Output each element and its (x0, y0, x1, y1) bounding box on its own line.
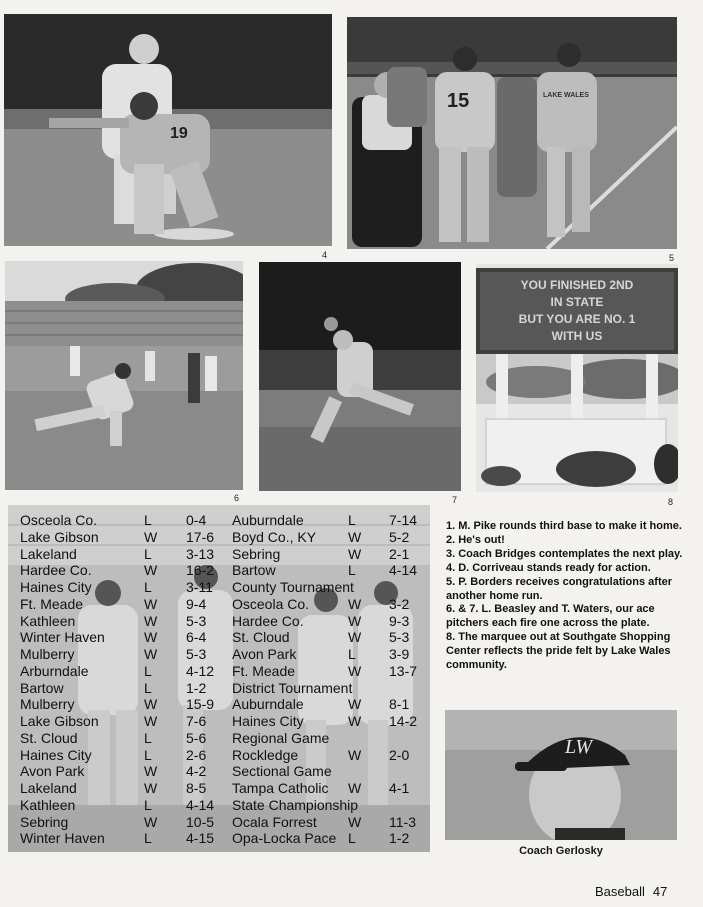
game-result: W (348, 595, 362, 612)
game-row (20, 562, 230, 579)
photo-captions (446, 520, 684, 673)
opponent: Haines City (232, 713, 304, 729)
photo-5-jersey-number: 15 (447, 90, 470, 112)
game-score: 8-5 (186, 780, 207, 796)
opponent: Kathleen (20, 796, 76, 813)
photo-number-8: 8 (668, 497, 674, 507)
scoreboard-right-column (232, 512, 428, 847)
game-row (20, 730, 230, 747)
game-result: W (144, 562, 158, 579)
game-result: W (144, 629, 158, 646)
game-result: W (348, 612, 362, 629)
game-result: L (348, 830, 356, 847)
scoreboard-left-column (20, 512, 230, 847)
game-result: W (348, 713, 362, 729)
game-score: 7-14 (389, 512, 418, 528)
game-row (232, 696, 428, 713)
photo-7-pitcher (259, 262, 461, 491)
caption-5: 5. P. Borders receives congratulations after another home run. (446, 575, 672, 602)
game-score: 7-6 (186, 713, 207, 729)
game-row (232, 814, 428, 831)
game-result: L (348, 646, 356, 662)
game-row (20, 814, 230, 831)
opponent: Avon Park (232, 646, 297, 662)
game-score: 2-0 (389, 746, 410, 763)
game-score: 16-2 (186, 562, 215, 579)
game-score: 6-4 (186, 629, 207, 646)
game-row (20, 546, 230, 563)
game-result: L (144, 579, 152, 595)
game-result: W (348, 780, 362, 796)
marquee-line-4: WITH US (551, 329, 603, 343)
game-result: W (348, 528, 362, 545)
game-result: L (348, 562, 356, 579)
game-score: 8-1 (389, 696, 410, 713)
opponent: Mulberry (20, 646, 75, 662)
marquee-line-2: IN STATE (550, 295, 604, 309)
game-row (20, 680, 230, 697)
photo-6-pitcher (5, 261, 243, 490)
game-score: 3-2 (389, 595, 410, 612)
game-row (232, 579, 428, 596)
game-row (232, 830, 428, 847)
opponent: Ft. Meade (232, 662, 296, 679)
opponent: Boyd Co., KY (232, 528, 317, 545)
opponent: Bartow (20, 679, 64, 696)
game-score: 5-6 (186, 729, 207, 746)
game-result: L (144, 746, 152, 763)
opponent: Haines City (20, 579, 92, 595)
game-row (232, 512, 428, 529)
game-row (232, 763, 428, 780)
game-score: 2-6 (186, 746, 207, 763)
page-footer (595, 884, 667, 899)
game-result: W (144, 713, 158, 729)
game-score: 5-2 (389, 528, 410, 545)
game-row (20, 780, 230, 797)
photo-4-first-base (4, 14, 332, 246)
page-number: 47 (652, 884, 668, 899)
caption-6: 6. & 7. L. Beasley and T. Waters, our ace pitchers each fire one across the plate. (446, 603, 655, 630)
caption-4: 4. D. Corriveau stands ready for action. (446, 561, 651, 574)
photo-4-jersey-number: 19 (170, 125, 188, 142)
photo-number-5: 5 (669, 253, 675, 263)
game-score: 1-2 (186, 679, 207, 696)
game-row (232, 562, 428, 579)
game-result: W (144, 646, 158, 662)
opponent: Lake Gibson (20, 528, 99, 545)
game-result: W (144, 813, 158, 830)
game-score: 5-3 (186, 612, 207, 629)
game-result: L (144, 830, 152, 847)
game-row (232, 629, 428, 646)
opponent: Winter Haven (20, 629, 105, 646)
photo-number-4: 4 (322, 250, 328, 260)
game-row (232, 646, 428, 663)
opponent: Avon Park (20, 763, 85, 780)
game-row (20, 646, 230, 663)
game-score: 10-5 (186, 813, 215, 830)
game-row (20, 713, 230, 730)
caption-7: 8. The marquee out at Southgate Shopping Center reflects the pride felt by Lake Wales community. (446, 631, 671, 672)
marquee-line-1: YOU FINISHED 2ND (520, 278, 634, 292)
game-row (20, 747, 230, 764)
game-result: W (348, 696, 362, 713)
caption-2: 2. He's out! (446, 533, 505, 546)
game-row (232, 546, 428, 563)
opponent: Rockledge (232, 746, 299, 763)
game-row (20, 596, 230, 613)
game-row (20, 830, 230, 847)
game-result: W (348, 545, 362, 562)
photo-8-marquee (476, 264, 678, 492)
game-row (232, 680, 428, 697)
game-result: W (144, 780, 158, 796)
game-result: W (348, 629, 362, 646)
opponent: Mulberry (20, 696, 75, 713)
opponent: Opa-Locka Pace (232, 830, 337, 847)
marquee-line-3: BUT YOU ARE NO. 1 (518, 312, 636, 326)
game-row (20, 663, 230, 680)
game-result: L (144, 545, 152, 562)
game-row (232, 730, 428, 747)
opponent: Ocala Forrest (232, 813, 317, 830)
game-result: L (144, 512, 152, 528)
game-result: W (348, 813, 362, 830)
opponent: Arburndale (20, 662, 89, 679)
game-result: W (348, 662, 362, 679)
opponent: Auburndale (232, 512, 304, 528)
coach-caption: Coach Gerlosky (519, 845, 603, 857)
opponent: Hardee Co. (232, 612, 304, 629)
game-result: W (348, 746, 362, 763)
opponent: Haines City (20, 746, 92, 763)
game-score: 17-6 (186, 528, 215, 545)
game-score: 13-7 (389, 662, 418, 679)
game-row (20, 763, 230, 780)
game-score: 1-2 (389, 830, 410, 847)
game-score: 11-3 (389, 813, 416, 830)
opponent: State Championship (232, 796, 359, 813)
opponent: Auburndale (232, 696, 304, 713)
opponent: Bartow (232, 562, 276, 579)
game-row (20, 629, 230, 646)
game-row (232, 713, 428, 730)
game-row (20, 797, 230, 814)
photo-5-jersey-text: LAKE WALES (543, 92, 589, 99)
opponent: Sebring (20, 813, 69, 830)
game-row (20, 696, 230, 713)
cap-logo: LW (565, 736, 593, 758)
opponent: District Tournament (232, 679, 353, 696)
game-result: L (348, 512, 356, 528)
opponent: Regional Game (232, 729, 330, 746)
game-row (232, 747, 428, 764)
opponent: Winter Haven (20, 830, 105, 847)
game-score: 4-15 (186, 830, 215, 847)
game-row (232, 663, 428, 680)
game-score: 2-1 (389, 545, 410, 562)
game-result: L (144, 679, 152, 696)
game-score: 0-4 (186, 512, 207, 528)
game-score: 14-2 (389, 713, 418, 729)
opponent: Sebring (232, 545, 281, 562)
game-row (232, 596, 428, 613)
game-score: 3-13 (186, 545, 215, 562)
opponent: Kathleen (20, 612, 76, 629)
opponent: St. Cloud (232, 629, 290, 646)
game-result: W (144, 763, 158, 780)
photo-number-6: 6 (234, 493, 240, 503)
opponent: Lakeland (20, 545, 77, 562)
game-row (232, 780, 428, 797)
game-result: L (144, 662, 152, 679)
opponent: Sectional Game (232, 763, 332, 780)
game-score: 3-11 (186, 579, 213, 595)
opponent: Lake Gibson (20, 713, 99, 729)
game-row (20, 529, 230, 546)
opponent: Ft. Meade (20, 595, 84, 612)
game-result: W (144, 595, 158, 612)
opponent: Osceola Co. (232, 595, 310, 612)
photo-number-7: 7 (452, 495, 458, 505)
game-row (232, 529, 428, 546)
coach-portrait (445, 710, 677, 840)
game-score: 4-14 (186, 796, 215, 813)
opponent: Hardee Co. (20, 562, 92, 579)
opponent: Tampa Catholic (232, 780, 329, 796)
game-row (232, 613, 428, 630)
game-score: 4-1 (389, 780, 410, 796)
season-scoreboard (8, 505, 430, 852)
opponent: Lakeland (20, 780, 77, 796)
game-row (20, 512, 230, 529)
game-row (20, 579, 230, 596)
game-result: L (144, 796, 152, 813)
caption-3: 3. Coach Bridges contemplates the next play. (446, 547, 683, 560)
opponent: Osceola Co. (20, 512, 98, 528)
game-score: 3-9 (389, 646, 410, 662)
game-score: 5-3 (186, 646, 207, 662)
game-score: 4-12 (186, 662, 215, 679)
game-result: L (144, 729, 152, 746)
game-result: W (144, 696, 158, 713)
game-score: 4-2 (186, 763, 207, 780)
game-score: 5-3 (389, 629, 410, 646)
opponent: St. Cloud (20, 729, 78, 746)
section-name: Baseball (595, 884, 645, 899)
game-result: W (144, 528, 158, 545)
game-result: W (144, 612, 158, 629)
game-row (232, 797, 428, 814)
game-score: 9-4 (186, 595, 207, 612)
game-score: 4-14 (389, 562, 418, 579)
game-row (20, 613, 230, 630)
game-score: 15-9 (186, 696, 215, 713)
game-score: 9-3 (389, 612, 410, 629)
caption-1: 1. M. Pike rounds third base to make it home. (446, 520, 682, 532)
photo-5-congratulations (347, 17, 677, 249)
opponent: County Tournament (232, 579, 354, 595)
